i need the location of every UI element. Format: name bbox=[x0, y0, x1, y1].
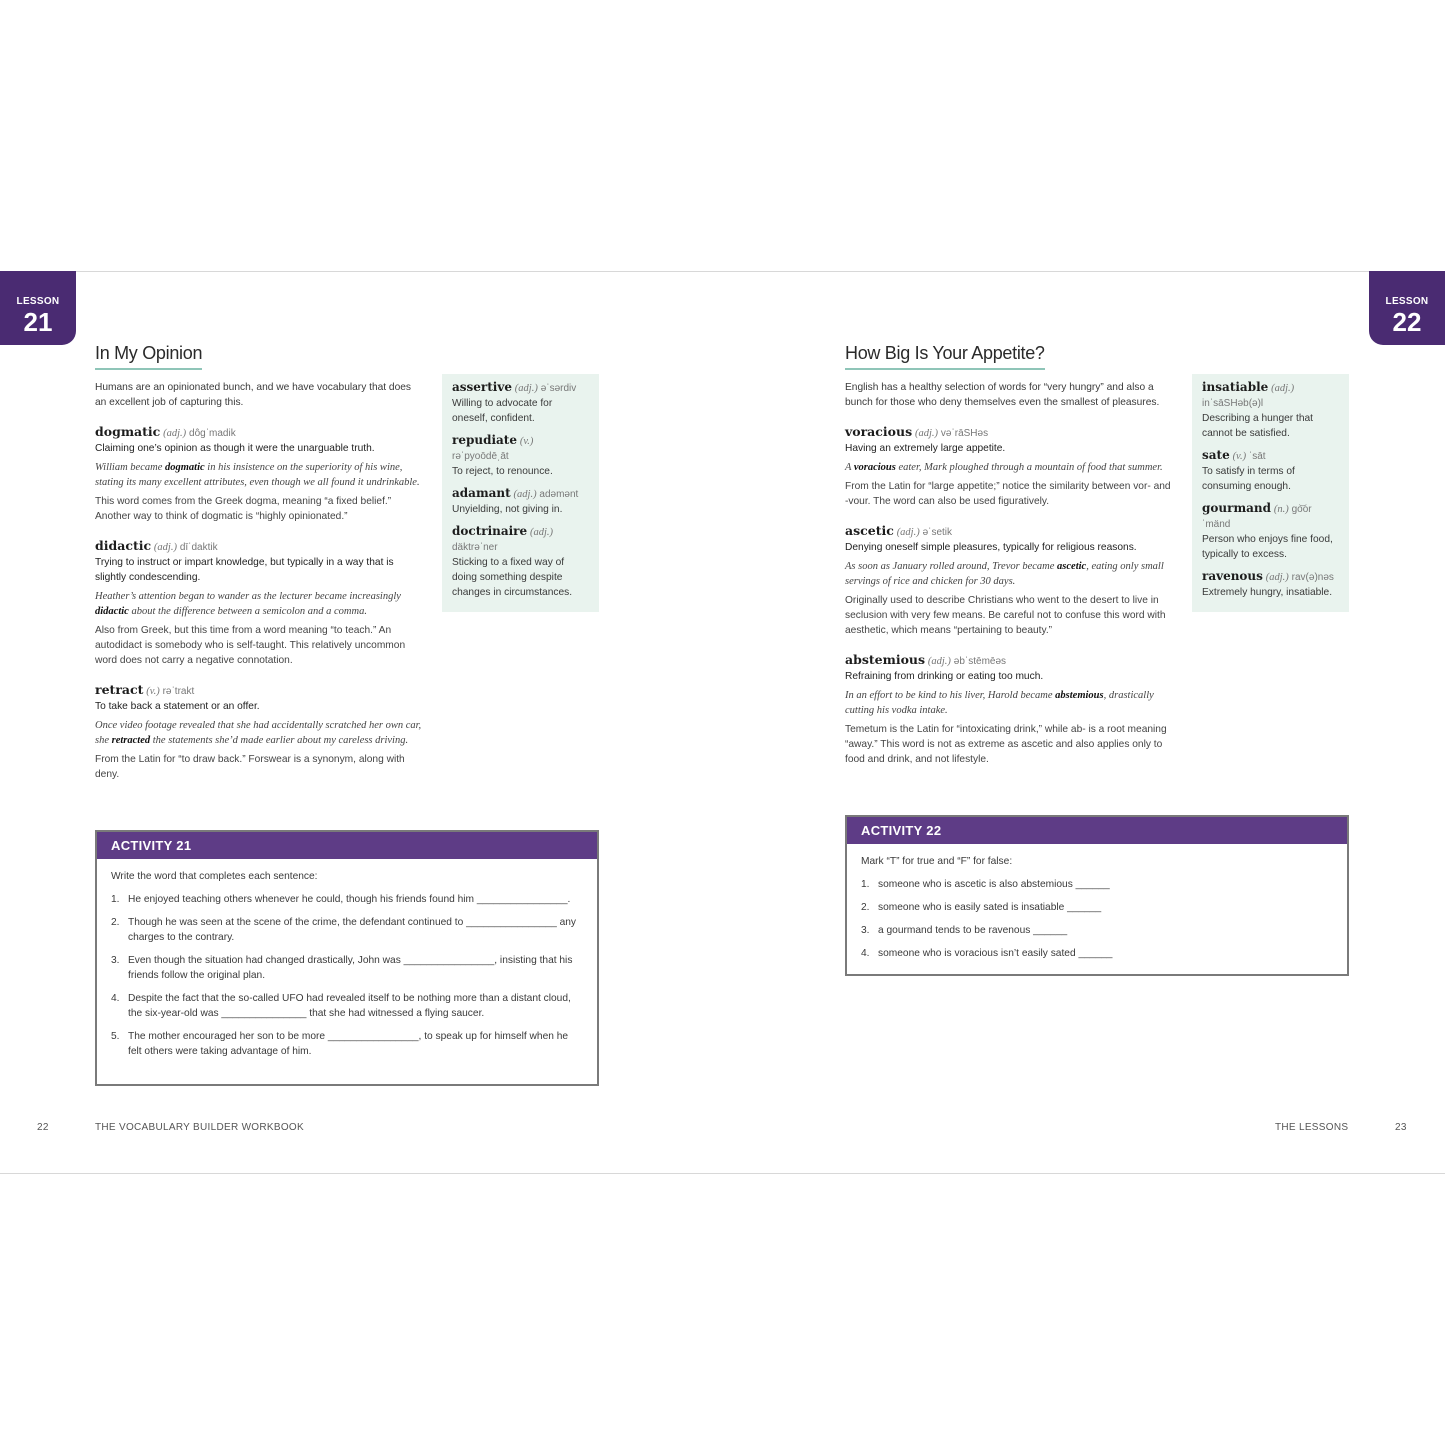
entry-dogmatic bbox=[95, 424, 425, 524]
entry-note: This word comes from the Greek dogma, meaning “a fixed belief.” Another way to think of dogmatic is “highly opinionated.” bbox=[95, 496, 392, 522]
intro-text: Humans are an opinionated bunch, and we have vocabulary that does an excellent job of capturing this. bbox=[95, 382, 412, 408]
entry-word: abstemious bbox=[845, 652, 926, 667]
activity-header: ACTIVITY 21 bbox=[97, 832, 597, 859]
intro-text: English has a healthy selection of words for “very hungry” and also a bunch for those who deny themselves even the smallest of pleasures. bbox=[845, 382, 1160, 408]
entry-example: As soon as January rolled around, Trevor became ascetic, eating only small servings of rice and chicken for 30 days. bbox=[845, 561, 1164, 587]
lesson-tab-22 bbox=[1369, 271, 1445, 345]
lesson-tab-number: 22 bbox=[1392, 307, 1422, 337]
entry-abstemious bbox=[845, 652, 1175, 767]
running-footer-left: THE VOCABULARY BUILDER WORKBOOK bbox=[95, 1122, 304, 1133]
activity-item: 3. Even though the situation had changed drastically, John was ________________, insisting that his friends follow the original plan. bbox=[111, 955, 573, 981]
entry-pos: (adj.) bbox=[163, 428, 187, 439]
entry-example: William became dogmatic in his insistence on the superiority of his wine, stating its many excellent attributes, even though we all found it undrinkable. bbox=[95, 462, 420, 488]
entry-pronunciation: rəˈtrakt bbox=[162, 686, 195, 697]
entry-retract bbox=[95, 682, 425, 782]
entry-definition: Claiming one’s opinion as though it were the unarguable truth. bbox=[95, 443, 375, 454]
lesson-22-main bbox=[845, 380, 1175, 781]
running-footer-right: THE LESSONS bbox=[1275, 1122, 1349, 1133]
entry-definition: Having an extremely large appetite. bbox=[845, 443, 1006, 454]
activity-header: ACTIVITY 22 bbox=[847, 817, 1347, 844]
entry-voracious bbox=[845, 424, 1175, 509]
activity-prompt: Mark “T” for true and “F” for false: bbox=[861, 856, 1013, 867]
activity-22 bbox=[845, 815, 1349, 976]
activity-item: 2. someone who is easily sated is insatiable ______ bbox=[861, 902, 1102, 913]
page-title: In My Opinion bbox=[95, 343, 202, 370]
activity-item: 1. He enjoyed teaching others whenever he could, though his friends found him ________________. bbox=[111, 894, 571, 905]
entry-note: Originally used to describe Christians who went to the desert to live in seclusion with very few means. Be careful not to confuse this word with aesthetic, which means “pertaining to beauty.” bbox=[845, 595, 1166, 636]
lesson-tab-21 bbox=[0, 271, 76, 345]
activity-item: 3. a gourmand tends to be ravenous ______ bbox=[861, 925, 1068, 936]
entry-pos: (adj.) bbox=[927, 656, 951, 667]
entry-note: From the Latin for “large appetite;” notice the similarity between vor- and -vour. The word can also be used figuratively. bbox=[845, 481, 1171, 507]
activity-item: 4. Despite the fact that the so-called UFO had revealed itself to be nothing more than a distant cloud, the six-year-old was _______________ that she had witnessed a flying saucer. bbox=[111, 993, 571, 1019]
entry-pos: (adj.) bbox=[914, 428, 938, 439]
lesson-tab-label: LESSON bbox=[16, 296, 60, 307]
entry-word: voracious bbox=[845, 424, 913, 439]
activity-item: 2. Though he was seen at the scene of the crime, the defendant continued to ________________ any charges to the contrary. bbox=[111, 917, 577, 943]
entry-pronunciation: əˈsetik bbox=[922, 527, 953, 538]
entry-note: From the Latin for “to draw back.” Forswear is a synonym, along with deny. bbox=[95, 754, 405, 780]
entry-example: Once video footage revealed that she had accidentally scratched her own car, she retracted the statements she’d made earlier about my careless driving. bbox=[95, 720, 422, 746]
page-number-left: 22 bbox=[37, 1122, 49, 1133]
entry-word: dogmatic bbox=[95, 424, 161, 439]
entry-definition: To take back a statement or an offer. bbox=[95, 701, 260, 712]
entry-word: retract bbox=[95, 682, 144, 697]
activity-21 bbox=[95, 830, 599, 1086]
entry-definition: Trying to instruct or impart knowledge, but typically in a way that is slightly condescending. bbox=[95, 557, 394, 583]
entry-example: A voracious eater, Mark ploughed through a mountain of food that summer. bbox=[845, 462, 1163, 473]
entry-pos: (adj.) bbox=[896, 527, 920, 538]
entry-word: didactic bbox=[95, 538, 152, 553]
sidebar-entry: repudiate (v.) rəˈpyoōdēˌāt To reject, to renounce. bbox=[452, 433, 553, 477]
entry-definition: Denying oneself simple pleasures, typically for religious reasons. bbox=[845, 542, 1137, 553]
page-number-right: 23 bbox=[1395, 1122, 1407, 1133]
entry-note: Also from Greek, but this time from a word meaning “to teach.” An autodidact is somebody who is self-taught. This relatively uncommon word does not carry a negative connotation. bbox=[95, 625, 406, 666]
activity-prompt: Write the word that completes each sentence: bbox=[111, 871, 318, 882]
page-title: How Big Is Your Appetite? bbox=[845, 343, 1045, 370]
synonym-sidebar bbox=[1192, 374, 1349, 612]
entry-pronunciation: vəˈrāSHəs bbox=[940, 428, 989, 439]
entry-word: ascetic bbox=[845, 523, 894, 538]
entry-didactic bbox=[95, 538, 425, 668]
entry-note: Temetum is the Latin for “intoxicating drink,” while ab- is a root meaning “away.” This word is not as extreme as ascetic and also applies only to food and drink, and not lifestyle. bbox=[845, 724, 1167, 765]
sidebar-entry: gourmand (n.) go͝orˈmänd Person who enjoys fine food, typically to excess. bbox=[1202, 501, 1333, 560]
sidebar-entry: assertive (adj.) əˈsərdiv Willing to advocate for oneself, confident. bbox=[452, 380, 577, 424]
activity-item: 1. someone who is ascetic is also abstemious ______ bbox=[861, 879, 1110, 890]
entry-ascetic bbox=[845, 523, 1175, 638]
sidebar-entry: doctrinaire (adj.) däktrəˈner Sticking to a fixed way of doing something despite changes in circumstances. bbox=[452, 524, 573, 598]
sidebar-entry: ravenous (adj.) rav(ə)nəs Extremely hungry, insatiable. bbox=[1202, 569, 1334, 598]
sidebar-entry: sate (v.) ˈsāt To satisfy in terms of consuming enough. bbox=[1202, 448, 1295, 492]
activity-item: 4. someone who is voracious isn’t easily sated ______ bbox=[861, 948, 1113, 959]
entry-definition: Refraining from drinking or eating too much. bbox=[845, 671, 1044, 682]
lesson-tab-number: 21 bbox=[23, 307, 53, 337]
sidebar-entry: insatiable (adj.) inˈsāSHəb(ə)l Describing a hunger that cannot be satisfied. bbox=[1202, 380, 1313, 439]
entry-pos: (adj.) bbox=[153, 542, 177, 553]
entry-pronunciation: dôgˈmadik bbox=[189, 428, 236, 439]
activity-item: 5. The mother encouraged her son to be more ________________, to speak up for himself when he felt others were taking advantage of him. bbox=[111, 1031, 569, 1057]
synonym-sidebar bbox=[442, 374, 599, 612]
entry-example: In an effort to be kind to his liver, Harold became abstemious, drastically cutting his vodka intake. bbox=[845, 690, 1154, 716]
sidebar-entry: adamant (adj.) adəmənt Unyielding, not giving in. bbox=[452, 486, 579, 515]
entry-pronunciation: dīˈdaktik bbox=[179, 542, 218, 553]
entry-pronunciation: əbˈstēmēəs bbox=[953, 656, 1007, 667]
lesson-tab-label: LESSON bbox=[1385, 296, 1429, 307]
entry-pos: (v.) bbox=[146, 686, 160, 697]
lesson-21-main bbox=[95, 380, 425, 796]
entry-example: Heather’s attention began to wander as the lecturer became increasingly didactic about the difference between a semicolon and a comma. bbox=[95, 591, 401, 617]
